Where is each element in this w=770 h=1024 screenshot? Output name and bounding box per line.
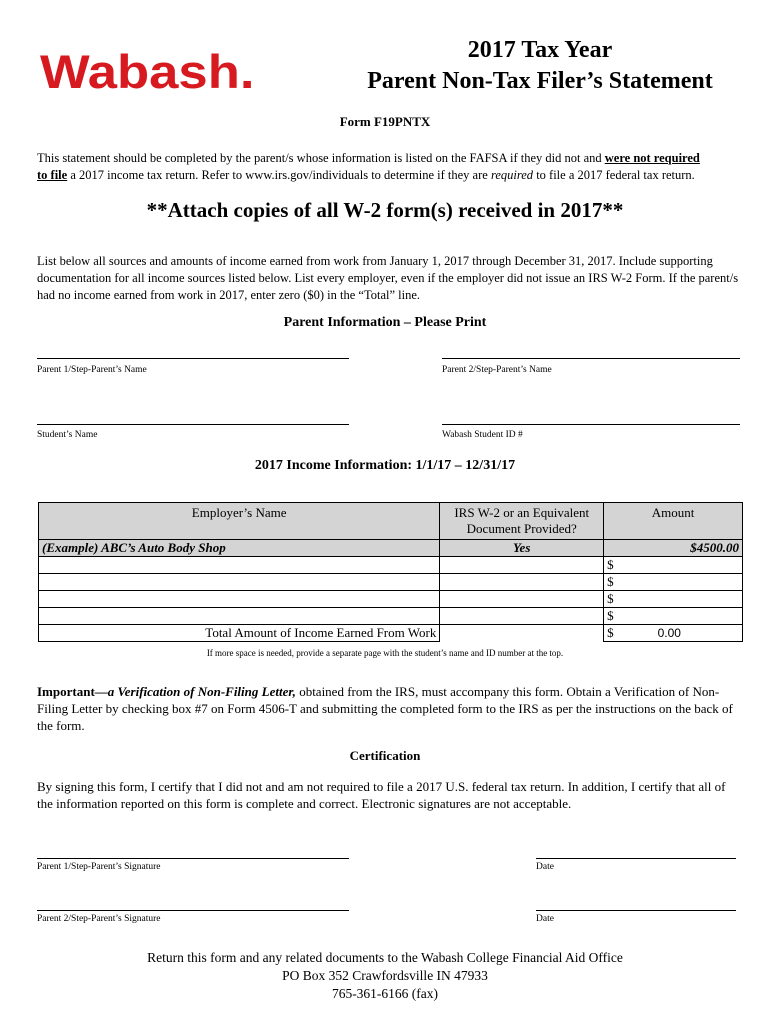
example-amount: $4500.00 xyxy=(604,540,743,557)
total-label: Total Amount of Income Earned From Work xyxy=(39,625,440,642)
date2-label: Date xyxy=(536,914,554,924)
certification-heading: Certification xyxy=(349,748,421,763)
return-line-3: 765-361-6166 (fax) xyxy=(331,986,439,1001)
column-header-w2: IRS W-2 or an Equivalent Document Provided? xyxy=(440,503,604,540)
date1-label: Date xyxy=(536,862,554,872)
wabash-logo: Wabash. xyxy=(40,45,255,98)
employer-cell[interactable] xyxy=(39,608,440,625)
list-instructions: List below all sources and amounts of income earned from work from January 1, 2017 through December 31, 2017. Include supporting documentation for all income sources listed below. List every employer, even if the employer did not issue an IRS W-2 Form. If the parent/s had no income earned from work in 2017, enter zero ($0) in the “Total” line. xyxy=(37,254,739,302)
parent2-name-field[interactable] xyxy=(442,358,740,359)
table-header-row xyxy=(39,503,743,540)
w2-cell[interactable] xyxy=(440,591,604,608)
student-name-label: Student’s Name xyxy=(37,430,98,440)
amount-cell[interactable]: $ xyxy=(604,574,743,591)
table-row xyxy=(39,557,743,574)
income-heading: 2017 Income Information: 1/1/17 – 12/31/17 xyxy=(254,458,516,473)
parent2-name-label: Parent 2/Step-Parent’s Name xyxy=(442,365,552,375)
page-title: Parent Non-Tax Filer’s Statement xyxy=(367,68,713,94)
parent1-signature-field[interactable] xyxy=(37,858,349,859)
example-row xyxy=(39,540,743,557)
intro-paragraph: This statement should be completed by the parent/s whose information is listed on the FAFSA if they did not and were not required to file a 2017 income tax return. Refer to www.irs.gov/individuals to determine if they are required to file a 2017 federal tax return. xyxy=(37,151,700,182)
table-row xyxy=(39,574,743,591)
form-number: Form F19PNTX xyxy=(339,114,431,129)
attach-w2-heading: **Attach copies of all W-2 form(s) received in 2017** xyxy=(146,198,624,222)
employer-cell[interactable] xyxy=(39,574,440,591)
total-value: 0.00 xyxy=(657,626,681,640)
return-address xyxy=(0,949,770,1003)
parent1-name-field[interactable] xyxy=(37,358,349,359)
certification-text: By signing this form, I certify that I did not and am not required to file a 2017 U.S. federal tax return. In addition, I certify that all of the information reported on this form is complete and correct. Electronic signatures are not acceptable. xyxy=(37,779,726,811)
total-amount-cell[interactable]: $ 0.00 xyxy=(604,625,743,642)
amount-cell[interactable]: $ xyxy=(604,608,743,625)
column-header-amount: Amount xyxy=(604,503,743,540)
employer-cell[interactable] xyxy=(39,557,440,574)
parent1-name-label: Parent 1/Step-Parent’s Name xyxy=(37,365,147,375)
employer-cell[interactable] xyxy=(39,591,440,608)
example-provided: Yes xyxy=(440,540,604,557)
table-row xyxy=(39,608,743,625)
date1-field[interactable] xyxy=(536,858,736,859)
total-row xyxy=(39,625,743,642)
example-employer: (Example) ABC’s Auto Body Shop xyxy=(39,540,440,557)
student-id-field[interactable] xyxy=(442,424,740,425)
more-space-note: If more space is needed, provide a separate page with the student’s name and ID number at the top. xyxy=(206,648,564,658)
parent2-signature-field[interactable] xyxy=(37,910,349,911)
amount-cell[interactable]: $ xyxy=(604,557,743,574)
parent1-signature-label: Parent 1/Step-Parent’s Signature xyxy=(37,862,161,872)
column-header-employer: Employer’s Name xyxy=(39,503,440,540)
student-id-label: Wabash Student ID # xyxy=(442,430,523,440)
title-tax-year: 2017 Tax Year xyxy=(467,37,613,63)
return-line-1: Return this form and any related documents to the Wabash College Financial Aid Office xyxy=(147,950,623,965)
date2-field[interactable] xyxy=(536,910,736,911)
total-spacer xyxy=(440,625,604,642)
parent-info-heading: Parent Information – Please Print xyxy=(283,315,487,330)
student-name-field[interactable] xyxy=(37,424,349,425)
return-line-2: PO Box 352 Crawfordsville IN 47933 xyxy=(282,968,488,983)
w2-cell[interactable] xyxy=(440,574,604,591)
table-row xyxy=(39,591,743,608)
w2-cell[interactable] xyxy=(440,608,604,625)
income-table xyxy=(38,502,743,642)
parent2-signature-label: Parent 2/Step-Parent’s Signature xyxy=(37,914,161,924)
important-paragraph: Important—a Verification of Non-Filing Letter, obtained from the IRS, must accompany this form. Obtain a Verification of Non-Filing Letter by checking box #7 on Form 4506-T and submitting the completed form to the IRS as per the instructions on the back of the form. xyxy=(37,684,733,733)
amount-cell[interactable]: $ xyxy=(604,591,743,608)
w2-cell[interactable] xyxy=(440,557,604,574)
